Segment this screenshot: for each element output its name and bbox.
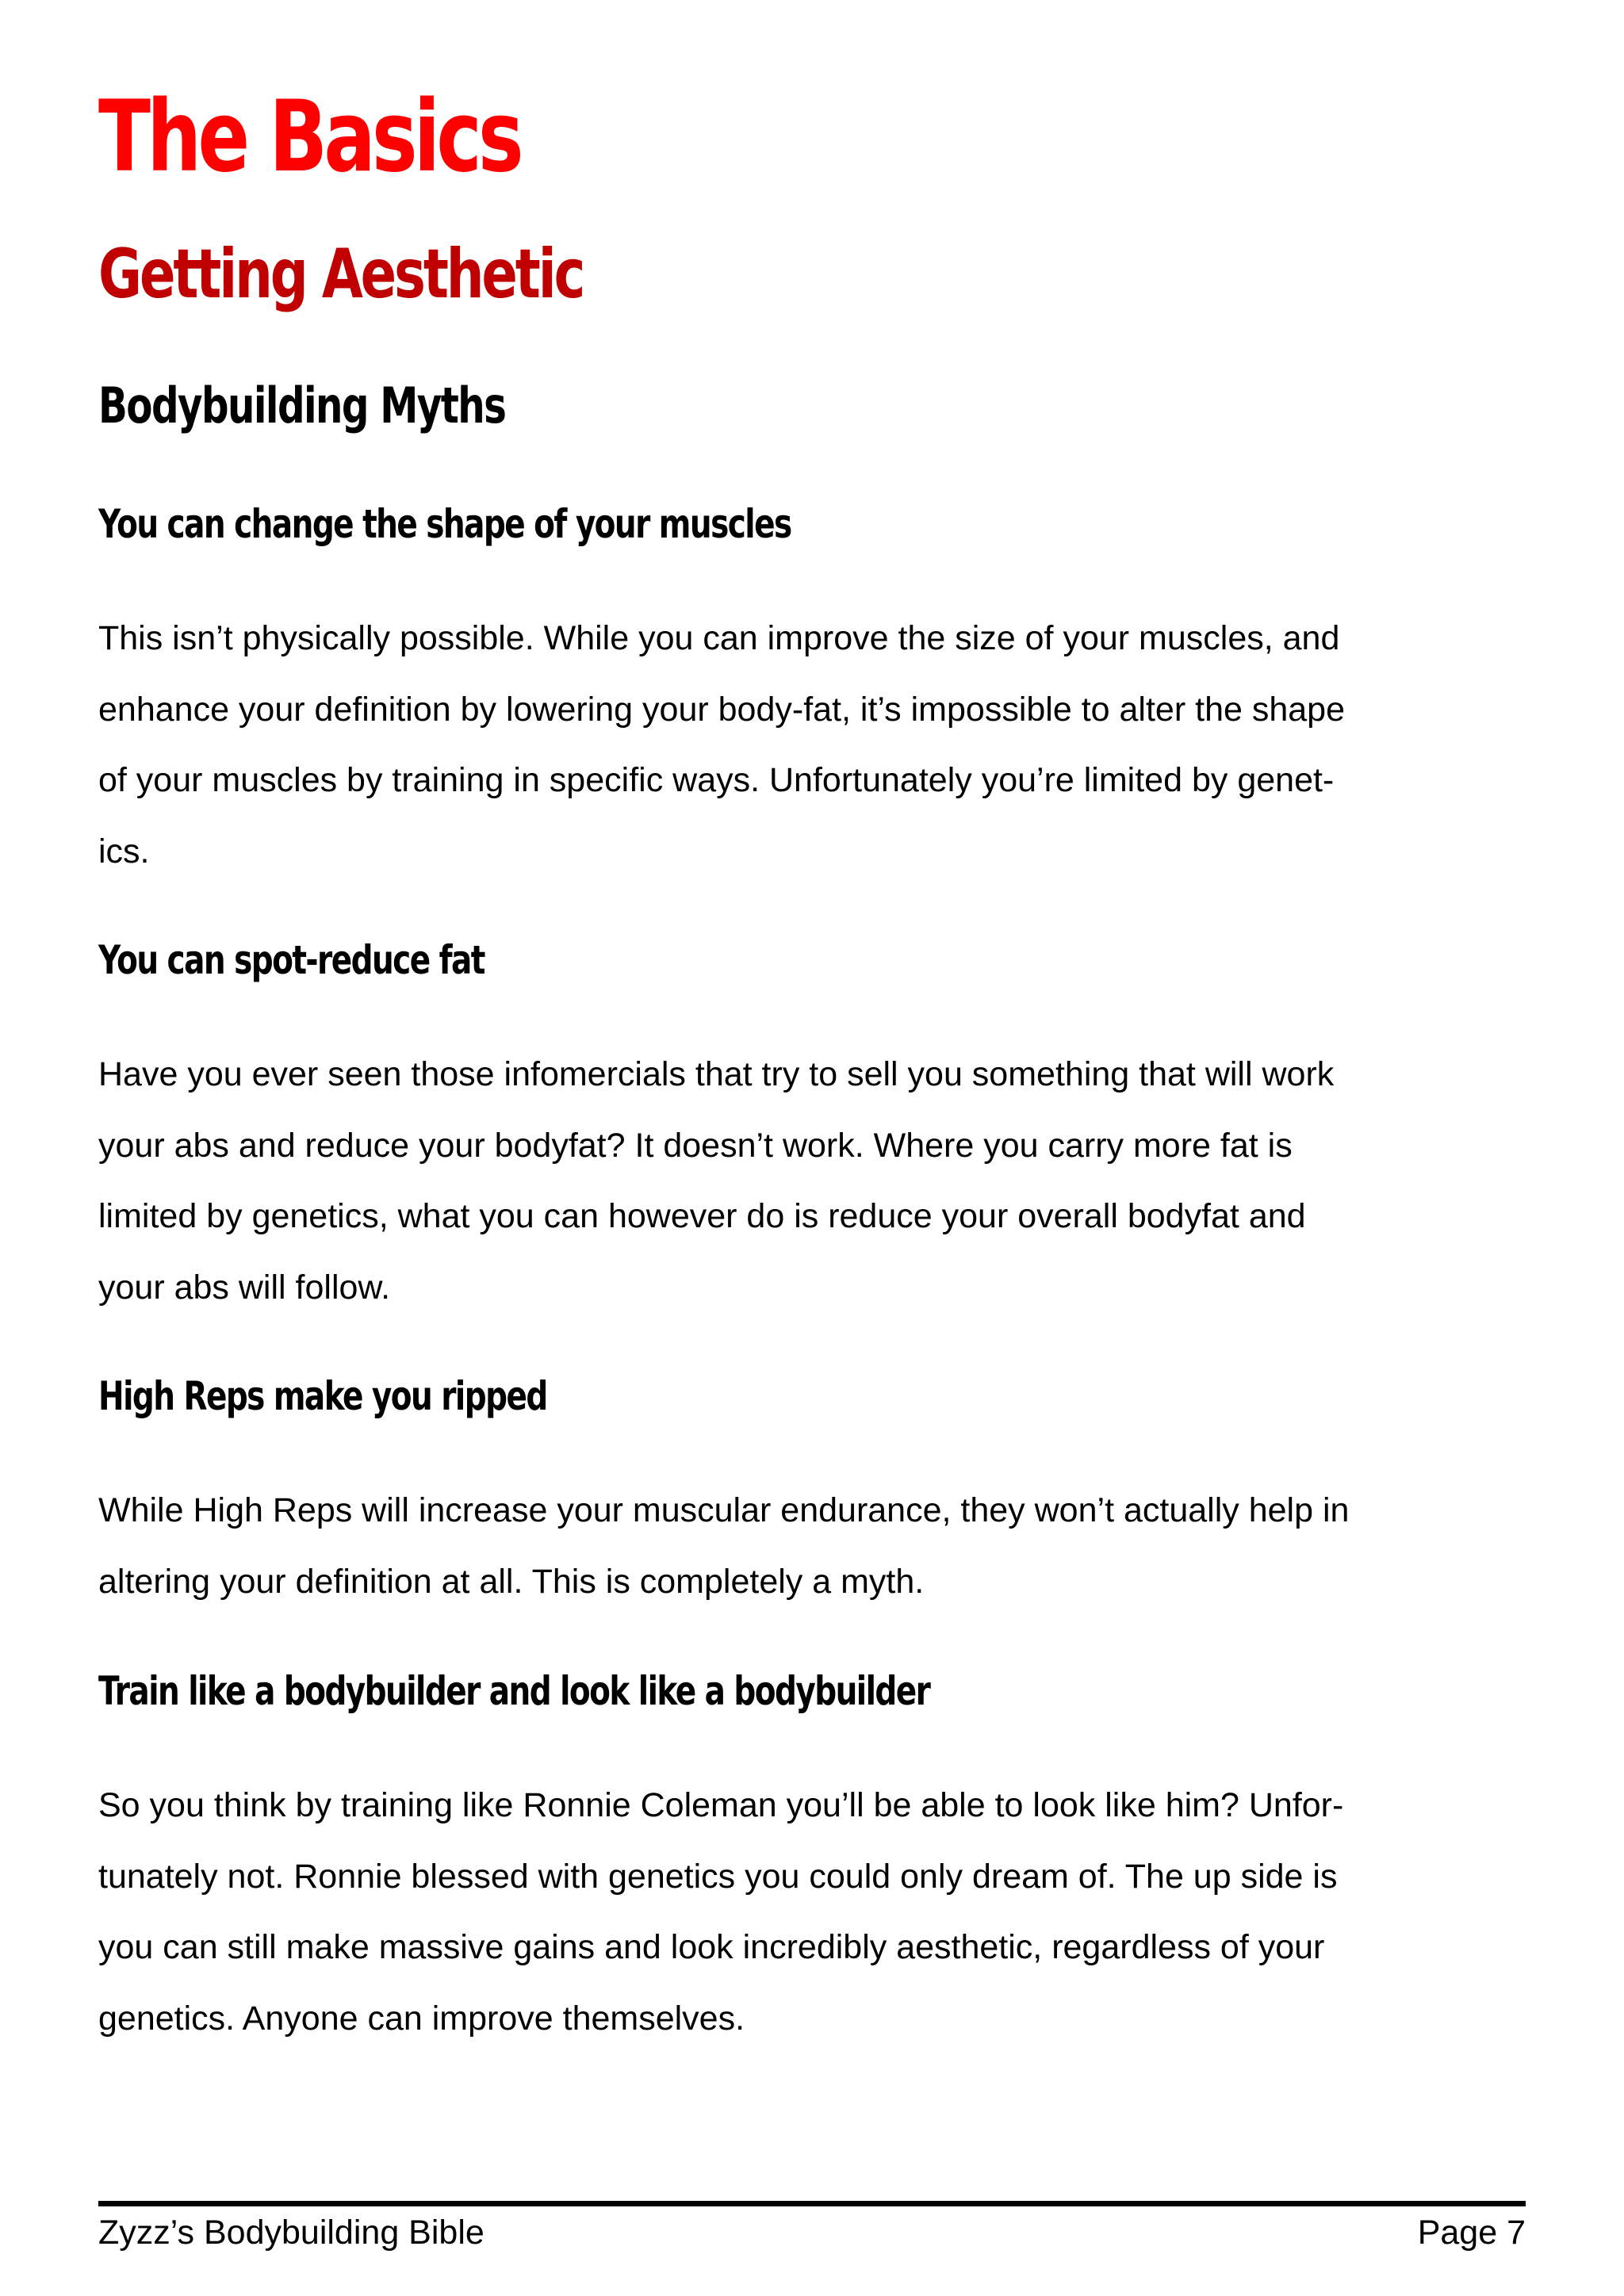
myth-title: You can spot-reduce fat — [98, 937, 485, 983]
myth-body-line: So you think by training like Ronnie Coleman you’ll be able to look like him? Unfor- — [98, 1786, 1344, 1824]
footer-divider — [98, 2201, 1526, 2206]
myth-body-line: This isn’t physically possible. While you can improve the size of your muscles, and — [98, 619, 1340, 657]
myth-title: High Reps make you ripped — [98, 1373, 547, 1419]
myth-body-line: genetics. Anyone can improve themselves. — [98, 1999, 745, 2038]
myth-body-line: you can still make massive gains and look incredibly aesthetic, regardless of your — [98, 1928, 1325, 1966]
section-heading: Bodybuilding Myths — [98, 377, 506, 434]
footer-page-number: Page 7 — [1417, 2214, 1526, 2252]
myth-body-line: limited by genetics, what you can however do is reduce your overall bodyfat and — [98, 1197, 1306, 1235]
myth-body — [98, 1770, 1526, 2054]
document-page — [98, 0, 1526, 2296]
myth-body-line: Have you ever seen those infomercials that try to sell you something that will work — [98, 1055, 1335, 1093]
myth-body — [98, 1475, 1526, 1617]
myth-body — [98, 603, 1526, 887]
myth-body-line: your abs and reduce your bodyfat? It doesn’t work. Where you carry more fat is — [98, 1126, 1293, 1165]
myth-body-line: While High Reps will increase your muscular endurance, they won’t actually help in — [98, 1491, 1350, 1529]
myth-body — [98, 1039, 1526, 1323]
myth-body-line: enhance your definition by lowering your body-fat, it’s impossible to alter the shape — [98, 690, 1345, 729]
myth-body-line: ics. — [98, 832, 150, 871]
myth-title: You can change the shape of your muscles — [98, 501, 791, 547]
page-title: The Basics — [98, 80, 520, 194]
myth-body-line: altering your definition at all. This is completely a myth. — [98, 1562, 925, 1601]
page-subtitle: Getting Aesthetic — [98, 235, 584, 314]
myth-body-line: your abs will follow. — [98, 1268, 391, 1307]
myth-body-line: tunately not. Ronnie blessed with genetics you could only dream of. The up side is — [98, 1857, 1338, 1896]
myth-title: Train like a bodybuilder and look like a bodybuilder — [98, 1668, 930, 1714]
myth-body-line: of your muscles by training in specific ways. Unfortunately you’re limited by genet- — [98, 761, 1335, 799]
footer-book-title: Zyzz’s Bodybuilding Bible — [98, 2214, 485, 2252]
